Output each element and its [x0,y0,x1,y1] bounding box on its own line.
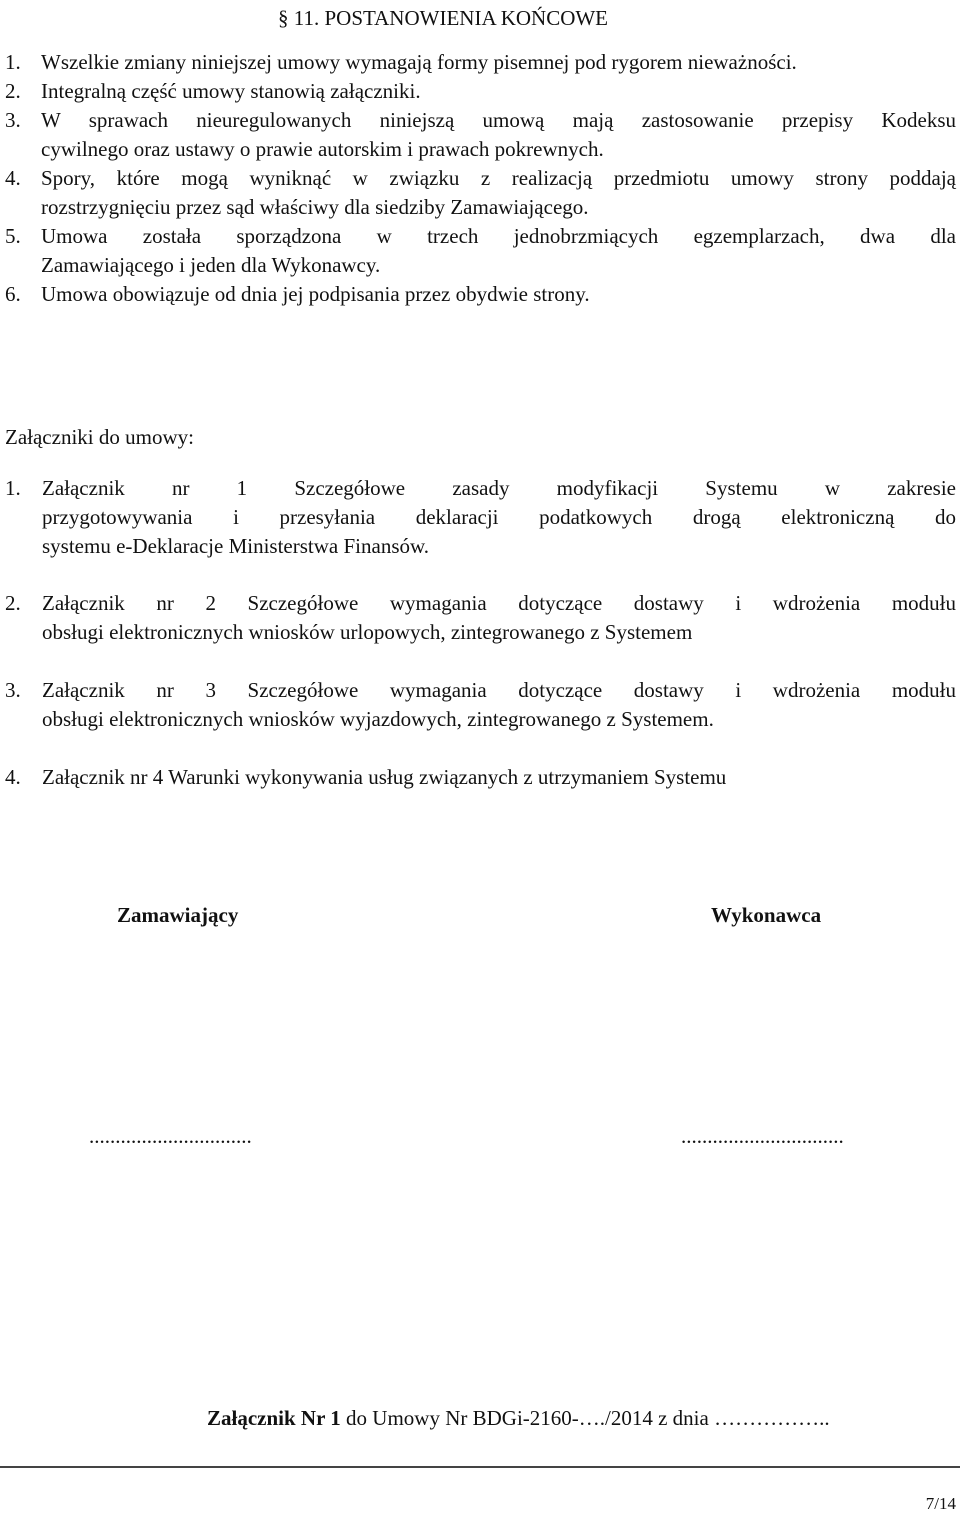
provision-text: rozstrzygnięciu przez sąd właściwy dla siedziby Zamawiającego. [41,195,589,219]
provision-text: cywilnego oraz ustawy o prawie autorskim i prawach pokrewnych. [41,137,604,161]
provision-text: Umowa obowiązuje od dnia jej podpisania przez obydwie strony. [41,282,590,306]
footer-attachment-reference [207,1404,830,1433]
attachment-number: 2. [5,591,21,615]
attachment-text: obsługi elektronicznych wniosków wyjazdowych, zintegrowanego z Systemem. [42,707,714,731]
section-heading: § 11. POSTANOWIENIA KOŃCOWE [278,6,609,30]
attachment-4 [42,763,956,792]
attachment-text: Załącznik nr 4 Warunki wykonywania usług związanych z utrzymaniem Systemu [42,765,727,789]
provision-3 [5,106,956,164]
attachment-number: 3. [5,678,21,702]
provision-text: Integralną część umowy stanowią załączniki. [41,79,421,103]
footer-attachment-label: Załącznik Nr 1 [207,1406,341,1430]
provision-text: Wszelkie zmiany niniejszej umowy wymagają formy pisemnej pod rygorem nieważności. [41,50,797,74]
attachment-text: obsługi elektronicznych wniosków urlopowych, zintegrowanego z Systemem [42,620,693,644]
provision-number: 5. [5,224,21,248]
provision-text: W sprawach nieuregulowanych niniejszą umową mają zastosowanie przepisy Kodeksu [41,108,956,132]
provision-4 [5,164,956,222]
attachment-text: Załącznik nr 3 Szczegółowe wymagania dotyczące dostawy i wdrożenia modułu [42,678,956,702]
provision-text: Zamawiającego i jeden dla Wykonawcy. [41,253,381,277]
provision-number: 2. [5,79,21,103]
attachment-text: przygotowywania i przesyłania deklaracji podatkowych drogą elektroniczną do [42,505,956,529]
provision-number: 6. [5,282,21,306]
provision-2 [5,77,956,106]
attachment-text: systemu e-Deklaracje Ministerstwa Finansów. [42,534,430,558]
provision-number: 3. [5,108,21,132]
attachment-number: 4. [5,765,21,789]
footer-contract-reference: do Umowy Nr BDGi-2160-…./2014 z dnia …………….. [340,1406,830,1430]
attachments-heading: Załączniki do umowy: [5,425,194,449]
signature-label-ordering-party: Zamawiający [117,903,239,927]
signature-label-contractor: Wykonawca [711,903,822,927]
attachment-2 [42,589,956,647]
attachment-number: 1. [5,476,21,500]
footer-divider [0,1466,960,1468]
provision-text: Umowa została sporządzona w trzech jednobrzmiących egzemplarzach, dwa dla [41,224,956,248]
page-number: 7/14 [925,1494,956,1513]
provision-number: 1. [5,50,21,74]
attachment-1 [42,474,956,561]
attachment-text: Załącznik nr 1 Szczegółowe zasady modyfikacji Systemu w zakresie [42,476,956,500]
signature-line-contractor: ............................... [681,1124,844,1148]
signature-line-ordering-party: ............................... [89,1124,252,1148]
provision-5 [5,222,956,280]
attachment-text: Załącznik nr 2 Szczegółowe wymagania dotyczące dostawy i wdrożenia modułu [42,591,956,615]
provision-number: 4. [5,166,21,190]
provision-text: Spory, które mogą wyniknąć w związku z realizacją przedmiotu umowy strony poddają [41,166,956,190]
provision-6 [5,280,956,309]
attachment-3 [42,676,956,734]
provision-1 [5,48,956,77]
